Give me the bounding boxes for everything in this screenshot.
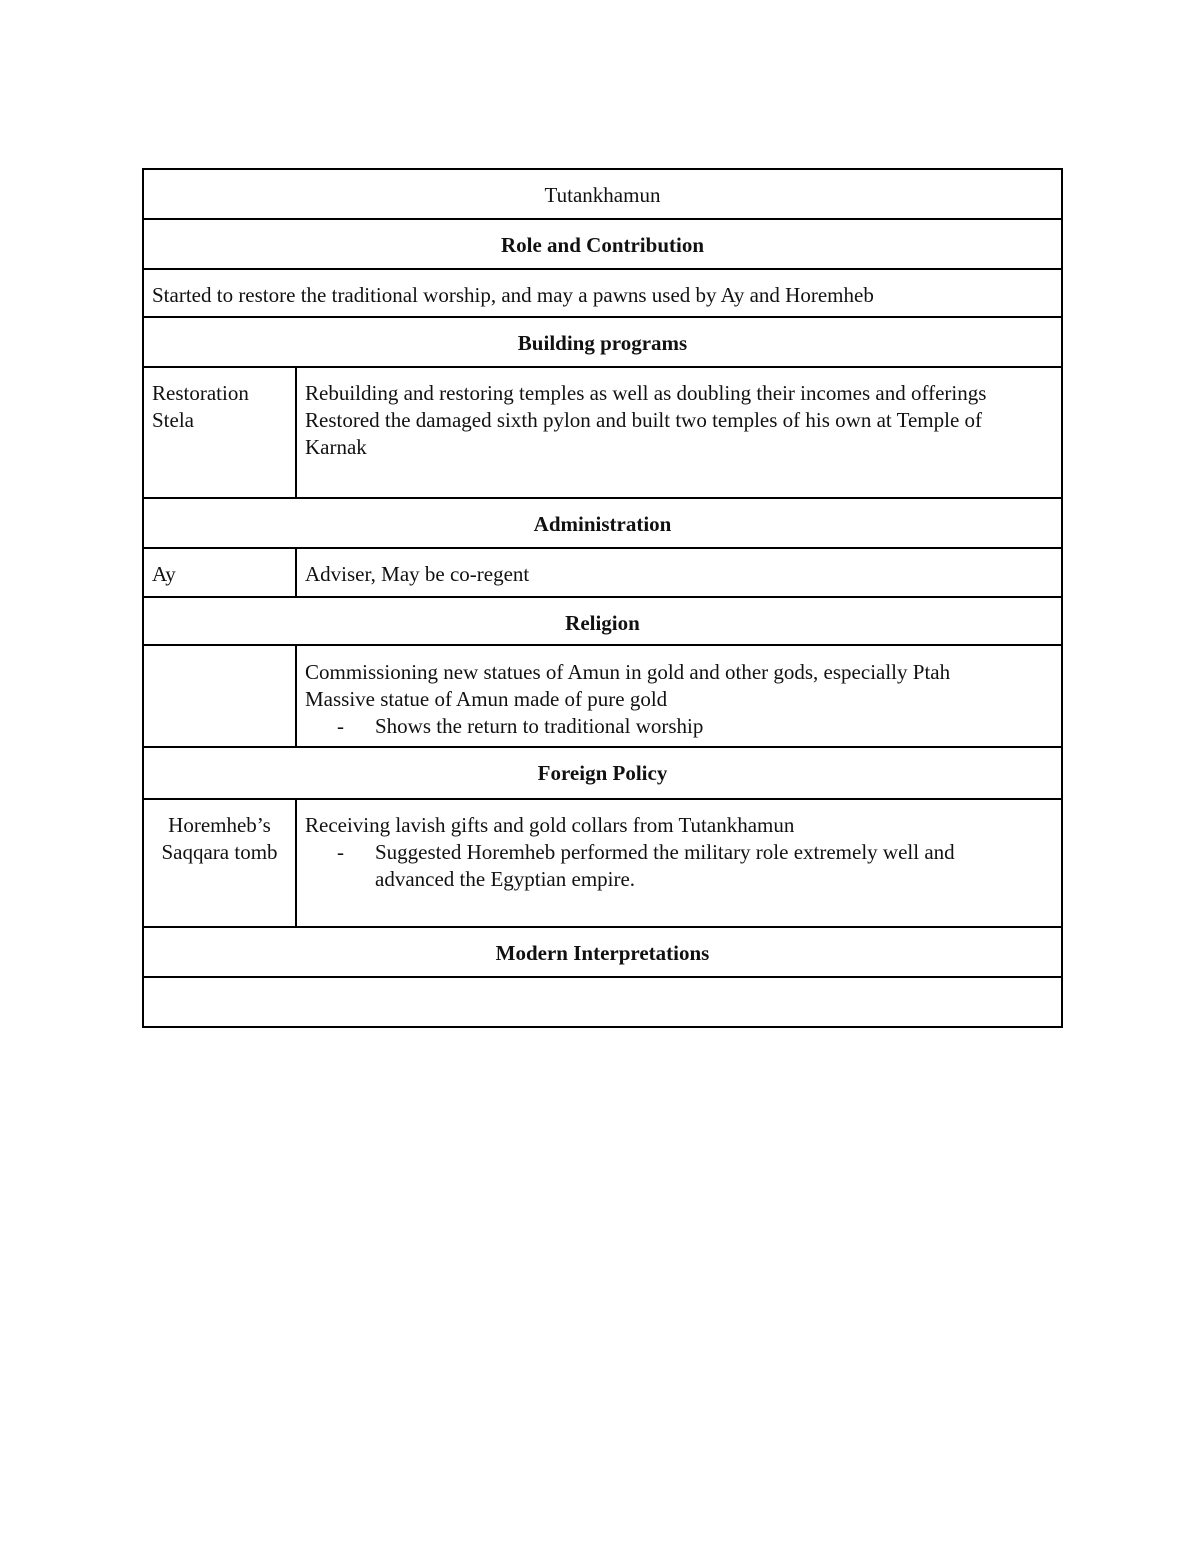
religion-label (143, 645, 296, 747)
religion-bullet-text: Shows the return to traditional worship (375, 714, 704, 738)
administration-heading: Administration (143, 498, 1062, 548)
modern-heading: Modern Interpretations (143, 927, 1062, 977)
foreign-label-line1: Horemheb’s (168, 813, 271, 837)
foreign-bullet-item (305, 839, 1037, 893)
building-label-line1: Restoration (152, 381, 249, 405)
building-content-row (143, 367, 1062, 498)
administration-label: Ay (143, 548, 296, 597)
role-heading: Role and Contribution (143, 219, 1062, 269)
building-heading: Building programs (143, 317, 1062, 367)
building-detail-cell (296, 367, 1062, 498)
modern-text (143, 977, 1062, 1027)
religion-bullet-item (305, 713, 1053, 740)
building-line2: Restored the damaged sixth pylon and built two temples of his own at Temple of Karnak (305, 408, 983, 459)
foreign-bullet-marker: - (337, 840, 344, 864)
religion-bullet-marker: - (337, 714, 344, 738)
foreign-label-cell (143, 799, 296, 927)
religion-detail-cell (296, 645, 1062, 747)
building-label-line2: Stela (152, 408, 194, 432)
foreign-heading: Foreign Policy (143, 747, 1062, 799)
modern-heading-row (143, 927, 1062, 977)
administration-text: Adviser, May be co-regent (296, 548, 1062, 597)
role-text: Started to restore the traditional worship, and may a pawns used by Ay and Horemheb (143, 269, 1062, 317)
religion-content-row (143, 645, 1062, 747)
building-line1: Rebuilding and restoring temples as well as doubling their incomes and offerings (305, 381, 987, 405)
religion-heading-row (143, 597, 1062, 645)
role-content-row (143, 269, 1062, 317)
foreign-detail-cell (296, 799, 1062, 927)
religion-line2: Massive statue of Amun made of pure gold (305, 687, 668, 711)
building-label-cell (143, 367, 296, 498)
modern-content-row (143, 977, 1062, 1027)
foreign-heading-row (143, 747, 1062, 799)
foreign-line1: Receiving lavish gifts and gold collars from Tutankhamun (305, 813, 795, 837)
religion-heading: Religion (143, 597, 1062, 645)
foreign-content-row (143, 799, 1062, 927)
building-heading-row (143, 317, 1062, 367)
summary-table (142, 168, 1063, 1028)
administration-heading-row (143, 498, 1062, 548)
title-row (143, 169, 1062, 219)
table-title: Tutankhamun (143, 169, 1062, 219)
administration-content-row (143, 548, 1062, 597)
foreign-bullet-text: Suggested Horemheb performed the military role extremely well and advanced the Egyptian empire. (375, 840, 955, 891)
religion-line1: Commissioning new statues of Amun in gold and other gods, especially Ptah (305, 660, 951, 684)
foreign-label-line2: Saqqara tomb (161, 840, 278, 864)
role-heading-row (143, 219, 1062, 269)
